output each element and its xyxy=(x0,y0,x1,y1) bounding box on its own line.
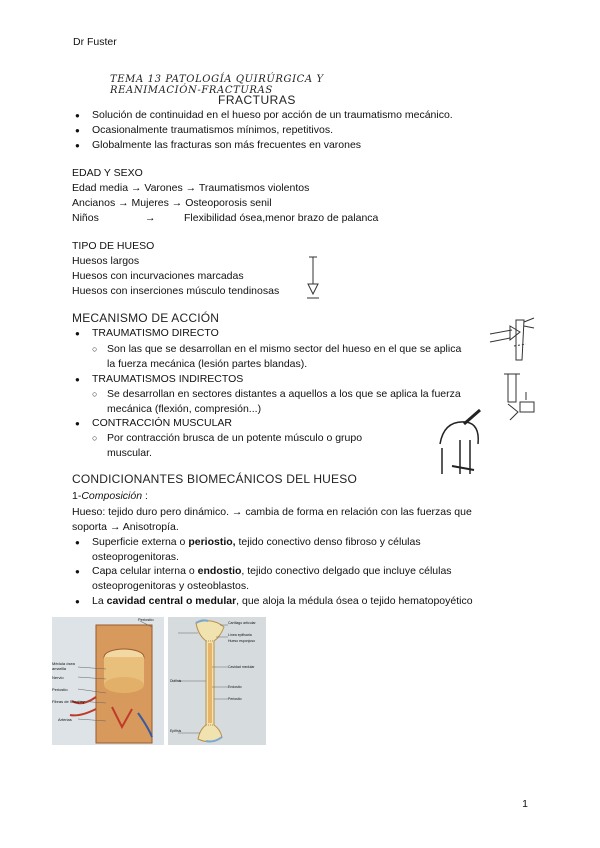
ninos-text: Flexibilidad ósea,menor brazo de palanca xyxy=(184,212,379,224)
mecanismo-sub: mecánica (flexión, compresión...) xyxy=(107,403,262,415)
text-run: , que aloja la médula ósea o tejido hematopoyético xyxy=(236,595,473,607)
term-endostio: endostio xyxy=(197,565,242,577)
text-run: tejido conectivo denso fibroso y células xyxy=(235,536,421,548)
section-heading-condicionantes: CONDICIONANTES BIOMECÁNICOS DEL HUESO xyxy=(72,472,357,486)
hueso-line: Hueso: tejido duro pero dinámico. → cambia de forma en relación con las fuerzas que xyxy=(72,506,472,518)
edad-line: Edad media → Varones → Traumatismos violentos xyxy=(72,182,310,194)
figure-label: Línea epifisaria xyxy=(228,633,252,637)
periostio-bullet-cont: osteoprogenitoras. xyxy=(92,551,179,563)
figure-label: Periostio xyxy=(52,687,68,692)
section-heading-edad: EDAD Y SEXO xyxy=(72,167,143,179)
term-periostio: periostio, xyxy=(188,536,236,548)
figure-label: Cartílago articular xyxy=(228,621,256,625)
figure-label: Arterias xyxy=(58,717,72,722)
periostio-bullet xyxy=(92,535,421,550)
mecanismo-sub: la fuerza mecánica (lesión partes blandas). xyxy=(107,358,308,370)
figure-label: Fibras de Sharpey xyxy=(52,699,85,704)
page-subtitle: FRACTURAS xyxy=(218,93,296,107)
long-bone-figure xyxy=(168,617,266,745)
mecanismo-sub: ○ Por contracción brusca de un potente músculo o grupo xyxy=(107,431,362,446)
endostio-bullet-cont: osteoprogenitoras y osteoblastos. xyxy=(92,580,250,592)
edad-line: Ancianos → Mujeres → Osteoporosis senil xyxy=(72,197,272,209)
intro-bullet: ● Ocasionalmente traumatismos mínimos, repetitivos. xyxy=(92,123,333,138)
medular-bullet xyxy=(92,594,473,609)
term-medular: cavidad central o medular xyxy=(106,595,237,607)
intro-bullet: ● Solución de continuidad en el hueso por acción de un traumatismo mecánico. xyxy=(92,108,453,123)
text-run: La xyxy=(92,595,107,607)
intro-bullet: ● Globalmente las fracturas son más frecuentes en varones xyxy=(92,138,361,153)
figure-label: Epífisis xyxy=(170,729,182,733)
tipo-line: Huesos con incurvaciones marcadas xyxy=(72,270,244,282)
section-heading-mecanismo: MECANISMO DE ACCIÓN xyxy=(72,311,220,325)
mecanismo-item: ● TRAUMATISMOS INDIRECTOS xyxy=(92,372,243,387)
ninos-arrow: → xyxy=(145,212,156,224)
figure-label: Cavidad medular xyxy=(228,665,255,669)
mecanismo-item: ● TRAUMATISMO DIRECTO xyxy=(92,326,219,341)
direct-trauma-sketch xyxy=(486,316,542,364)
header-author: Dr Fuster xyxy=(73,36,117,48)
muscular-contraction-sketch xyxy=(434,404,496,476)
figure-label: Hueso esponjoso xyxy=(228,639,256,643)
mecanismo-sub: ○ Se desarrollan en sectores distantes a aquellos a los que se aplica la fuerza xyxy=(107,387,461,402)
mecanismo-sub: ○ Son las que se desarrollan en el mismo sector del hueso en el que se aplica xyxy=(107,342,461,357)
endostio-bullet xyxy=(92,564,452,579)
composicion-colon: : xyxy=(142,490,148,502)
tipo-line: Huesos con inserciones músculo tendinosas xyxy=(72,285,280,297)
bone-arrow-figure xyxy=(303,254,323,300)
hueso-line: soporta → Anisotropía. xyxy=(72,521,179,533)
page-number: 1 xyxy=(522,798,528,810)
handwritten-title: TEMA 13 PATOLOGÍA QUIRÚRGICA Y REANIMACIÓN-FRACTURAS xyxy=(110,74,324,96)
text-run: Capa celular interna o xyxy=(92,565,198,577)
text-run: , tejido conectivo delgado que incluye células xyxy=(241,565,452,577)
figure-label: Periostio xyxy=(228,697,242,701)
composicion-label: Composición xyxy=(81,490,143,502)
indirect-trauma-sketch xyxy=(500,372,540,422)
mecanismo-item: ● CONTRACCIÓN MUSCULAR xyxy=(92,416,232,431)
section-heading-tipo: TIPO DE HUESO xyxy=(72,240,155,252)
bone-section-figure xyxy=(52,617,164,745)
figure-label: Diáfisis xyxy=(170,679,182,683)
tipo-line: Huesos largos xyxy=(72,255,140,267)
figure-label: Periostio xyxy=(138,617,154,622)
figure-label: Nervio xyxy=(52,675,64,680)
figure-label: Médula ósea amarilla xyxy=(52,661,75,671)
composicion-num: 1- xyxy=(72,490,82,502)
ninos-label: Niños xyxy=(72,212,99,224)
composicion-heading xyxy=(72,489,148,504)
text-run: Superficie externa o xyxy=(92,536,189,548)
figure-label: Endostio xyxy=(228,685,242,689)
mecanismo-sub: muscular. xyxy=(107,447,152,459)
